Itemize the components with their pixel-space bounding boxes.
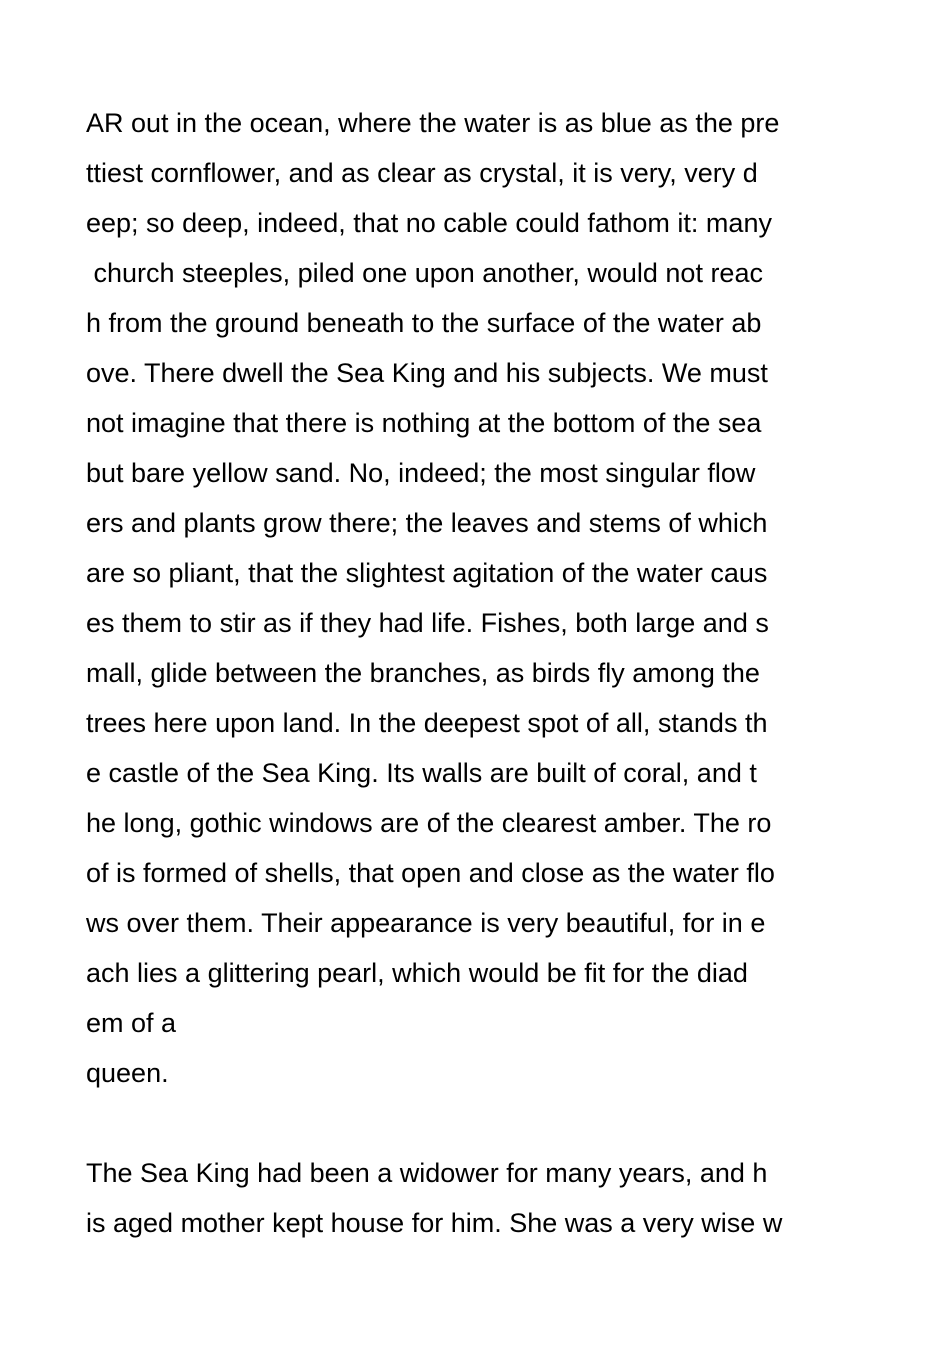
text-line: es them to stir as if they had life. Fishes, both large and s <box>86 608 769 638</box>
text-line: The Sea King had been a widower for many years, and h <box>86 1158 768 1188</box>
text-line: church steeples, piled one upon another, would not reac <box>86 258 763 288</box>
text-line: mall, glide between the branches, as birds fly among the <box>86 658 760 688</box>
text-line: of is formed of shells, that open and close as the water flo <box>86 858 775 888</box>
text-line: queen. <box>86 1058 169 1088</box>
paragraph-2 <box>86 1148 906 1248</box>
text-line: is aged mother kept house for him. She was a very wise w <box>86 1208 783 1238</box>
text-line: not imagine that there is nothing at the bottom of the sea <box>86 408 762 438</box>
text-line: eep; so deep, indeed, that no cable could fathom it: many <box>86 208 772 238</box>
text-line: ws over them. Their appearance is very beautiful, for in e <box>86 908 766 938</box>
text-line: ove. There dwell the Sea King and his subjects. We must <box>86 358 768 388</box>
text-line: ach lies a glittering pearl, which would be fit for the diad <box>86 958 748 988</box>
paragraph-1 <box>86 98 906 1098</box>
text-line: he long, gothic windows are of the clearest amber. The ro <box>86 808 772 838</box>
paragraph-gap <box>86 1098 906 1148</box>
text-line: h from the ground beneath to the surface of the water ab <box>86 308 762 338</box>
text-line: but bare yellow sand. No, indeed; the most singular flow <box>86 458 756 488</box>
text-line: are so pliant, that the slightest agitation of the water caus <box>86 558 768 588</box>
text-line: ttiest cornflower, and as clear as crystal, it is very, very d <box>86 158 758 188</box>
text-line: em of a <box>86 1008 177 1038</box>
document-text <box>86 98 906 1248</box>
text-line: e castle of the Sea King. Its walls are built of coral, and t <box>86 758 757 788</box>
text-line: AR out in the ocean, where the water is as blue as the pre <box>86 108 780 138</box>
text-line: trees here upon land. In the deepest spot of all, stands th <box>86 708 768 738</box>
text-line: ers and plants grow there; the leaves and stems of which <box>86 508 768 538</box>
